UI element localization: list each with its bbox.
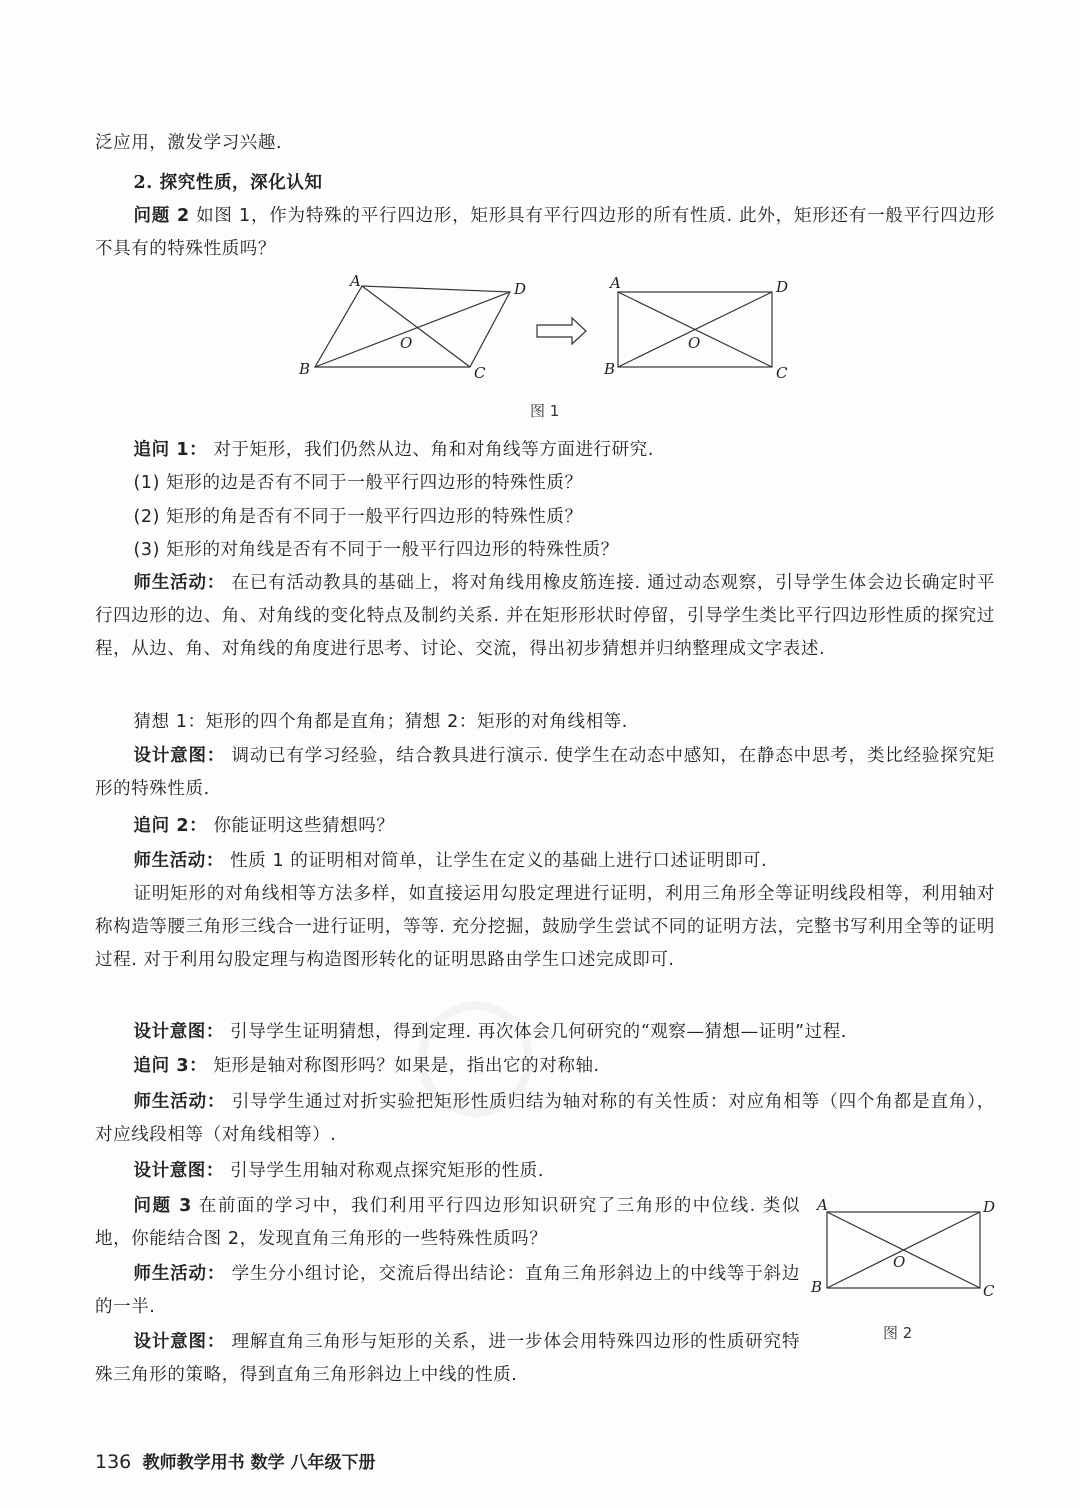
label-b: B (299, 360, 311, 378)
intro-tail: 泛应用，激发学习兴趣. (95, 133, 283, 153)
activity-2-text: 性质 1 的证明相对简单，让学生在定义的基础上进行口述证明即可. (230, 851, 768, 871)
question-3-text: 在前面的学习中，我们利用平行四边形知识研究了三角形的中位线. 类似地，你能结合图 2，发现直角三角形的一些特殊性质吗？ (95, 1196, 800, 1249)
question-3-label: 问题 3 (133, 1196, 192, 1216)
design-intent-2-label: 设计意图： (133, 1022, 224, 1042)
activity-4-text: 学生分小组讨论，交流后得出结论：直角三角形斜边上的中线等于斜边的一半. (95, 1264, 800, 1317)
label-c: C (474, 364, 486, 382)
figure-2-caption: 图 2 (883, 1324, 913, 1342)
follow-up-2 (95, 810, 995, 843)
activity-3-label: 师生活动： (133, 1092, 226, 1112)
label-d: D (983, 1198, 996, 1216)
figure-1 (290, 270, 810, 390)
activity-1-label: 师生活动： (133, 573, 226, 593)
activity-1 (95, 567, 995, 666)
follow-up-2-label: 追问 2： (133, 816, 208, 836)
book-title: 教师教学用书 数学 八年级下册 (142, 1453, 376, 1473)
conjectures: 猜想 1：矩形的四个角都是直角；猜想 2：矩形的对角线相等. (133, 712, 628, 732)
question-2-label: 问题 2 (133, 206, 190, 226)
design-intent-1-text: 调动已有学习经验，结合教具进行演示. 使学生在动态中感知，在静态中思考，类比经验探究矩形的特殊性质. (95, 746, 995, 799)
activity-4 (95, 1258, 800, 1324)
label-b: B (811, 1278, 823, 1296)
design-intent-2-text: 引导学生证明猜想，得到定理. 再次体会几何研究的“观察—猜想—证明”过程. (230, 1022, 847, 1042)
arrow-right-icon (537, 318, 586, 344)
page-number: 136 (95, 1451, 132, 1473)
design-intent-1 (95, 740, 995, 806)
section-2-title: 2. 探究性质，深化认知 (133, 173, 323, 193)
activity-2 (95, 845, 995, 878)
follow-up-3 (95, 1050, 995, 1083)
activity-2-label: 师生活动： (133, 851, 224, 871)
design-intent-4 (95, 1326, 800, 1392)
follow-up-3-label: 追问 3： (133, 1056, 208, 1076)
label-b: B (604, 360, 616, 378)
follow-up-1-text: 对于矩形，我们仍然从边、角和对角线等方面进行研究. (213, 440, 655, 460)
activity-3-text: 引导学生通过对折实验把矩形性质归结为轴对称的有关性质：对应角相等（四个角都是直角），对应线段相等（对角线相等）. (95, 1092, 996, 1145)
design-intent-3-text: 引导学生用轴对称观点探究矩形的性质. (230, 1161, 545, 1181)
design-intent-4-label: 设计意图： (133, 1332, 226, 1352)
question-2 (95, 200, 995, 266)
activity-4-label: 师生活动： (133, 1264, 226, 1284)
label-a: A (610, 274, 621, 292)
follow-up-2-text: 你能证明这些猜想吗？ (213, 816, 395, 836)
design-intent-3 (95, 1155, 995, 1188)
design-intent-4-text: 理解直角三角形与矩形的关系，进一步体会用特殊四边形的性质研究特殊三角形的策略，得到直角三角形斜边上中线的性质. (95, 1332, 800, 1385)
follow-up-1 (95, 434, 995, 467)
label-a: A (817, 1196, 828, 1214)
label-o: O (400, 334, 413, 352)
rectangle-abcd (603, 274, 788, 382)
follow-up-3-text: 矩形是轴对称图形吗？如果是，指出它的对称轴. (213, 1056, 600, 1076)
label-o: O (688, 334, 701, 352)
figure-2 (805, 1192, 1005, 1302)
activity-1-text: 在已有活动教具的基础上，将对角线用橡皮筋连接. 通过动态观察，引导学生体会边长确定时平行四边形的边、角、对角线的变化特点及制约关系. 并在矩形形状时停留，引导学生类比平行四边形性质的探究过程，从边、角、对角线的角度进行思考、讨论、交流，得出初步猜想并归纳整理成文字表述. (95, 573, 995, 659)
label-a: A (350, 272, 361, 290)
design-intent-1-label: 设计意图： (133, 746, 226, 766)
question-3 (95, 1190, 800, 1256)
watermark (410, 960, 541, 1134)
follow-up-1-label: 追问 1： (133, 440, 208, 460)
design-intent-2 (95, 1016, 995, 1049)
activity-3 (95, 1086, 995, 1152)
parallelogram-abcd (298, 272, 526, 382)
question-2-text: 如图 1，作为特殊的平行四边形，矩形具有平行四边形的所有性质. 此外，矩形还有一般平行四边形不具有的特殊性质吗？ (95, 206, 995, 259)
figure-1-caption: 图 1 (530, 402, 560, 420)
sub-question-3: (3) 矩形的对角线是否有不同于一般平行四边形的特殊性质？ (133, 540, 619, 560)
sub-question-1: (1) 矩形的边是否有不同于一般平行四边形的特殊性质？ (133, 473, 583, 493)
label-c: C (776, 364, 788, 382)
label-c: C (983, 1282, 995, 1300)
design-intent-3-label: 设计意图： (133, 1161, 224, 1181)
label-o: O (893, 1253, 906, 1271)
label-d: D (514, 280, 527, 298)
page-footer (95, 1448, 376, 1473)
sub-question-2: (2) 矩形的角是否有不同于一般平行四边形的特殊性质？ (133, 507, 583, 527)
label-d: D (776, 278, 789, 296)
proof-methods: 证明矩形的对角线相等方法多样，如直接运用勾股定理进行证明，利用三角形全等证明线段相等，利用轴对称构造等腰三角形三线合一进行证明，等等. 充分挖掘，鼓励学生尝试不同的证明方法，完整书写利用全等的证明过程. 对于利用勾股定理与构造图形转化的证明思路由学生口述完成即可. (95, 884, 995, 970)
